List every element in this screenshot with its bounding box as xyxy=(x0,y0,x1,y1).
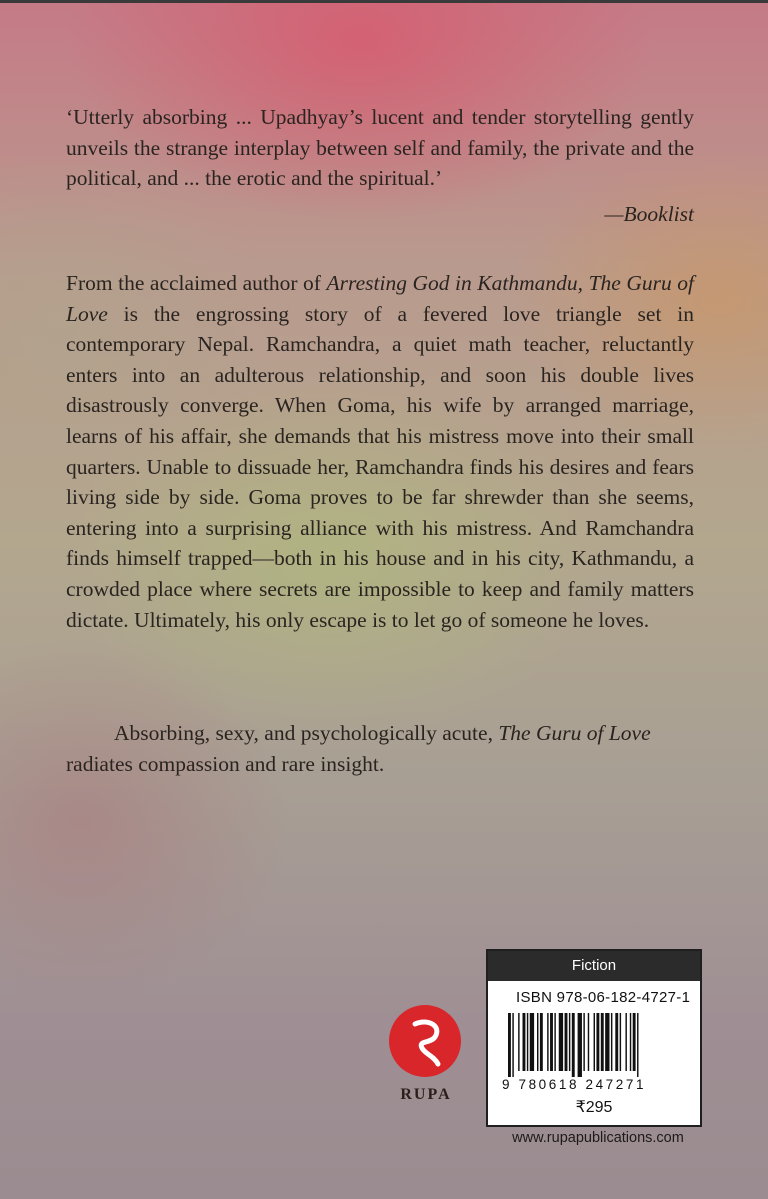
synopsis-lead: From the acclaimed author of xyxy=(66,271,327,295)
barcode-panel xyxy=(486,949,702,1127)
top-edge-line xyxy=(0,0,768,3)
price: ₹295 xyxy=(575,1099,613,1116)
barcode-digits: 9 780618 247271 xyxy=(502,1077,647,1092)
book-title-guru-of-love: The Guru of Love xyxy=(66,271,695,326)
closing-book-title: The Guru of Love xyxy=(498,721,651,745)
publisher-name: RUPA xyxy=(400,1086,452,1103)
barcode-icon xyxy=(506,1013,686,1077)
publisher-website: www.rupapublications.com xyxy=(512,1130,684,1146)
synopsis xyxy=(66,268,694,635)
review-source: —Booklist xyxy=(604,202,694,226)
review-quote: ‘Utterly absorbing ... Upadhyay’s lucent and tender storytelling gently unveils the strange interplay between self and family, the private and the political, and ... the erotic and the spiritual.’ xyxy=(66,105,694,190)
synopsis-body: is the engrossing story of a fevered love triangle set in contemporary Nepal. Ramchandra, a quiet math teacher, reluctantly enters into an adulterous relationship, and soon his double lives disastrously converge. When Goma, his wife by arranged marriage, learns of his affair, she demands that his mistress move into their small quarters. Unable to dissuade her, Ramchandra finds his desires and fears living side by side. Goma proves to be far shrewder than she seems, entering into a surprising alliance with his mistress. And Ramchandra finds himself trapped—both in his house and in his city, Kathmandu, a crowded place where secrets are impossible to keep and family matters dictate. Ultimately, his only escape is to let go of someone he loves. xyxy=(66,301,694,632)
isbn-number: ISBN 978-06-182-4727-1 xyxy=(516,989,691,1006)
closing-paragraph: Absorbing, sexy, and psychologically acute, The Guru of Love radiates compassion and rare insight. xyxy=(66,721,651,776)
rupa-logo-icon xyxy=(388,1004,462,1078)
book-title-arresting-god: Arresting God in Kathmandu, xyxy=(326,271,584,295)
genre-label: Fiction xyxy=(488,951,700,981)
